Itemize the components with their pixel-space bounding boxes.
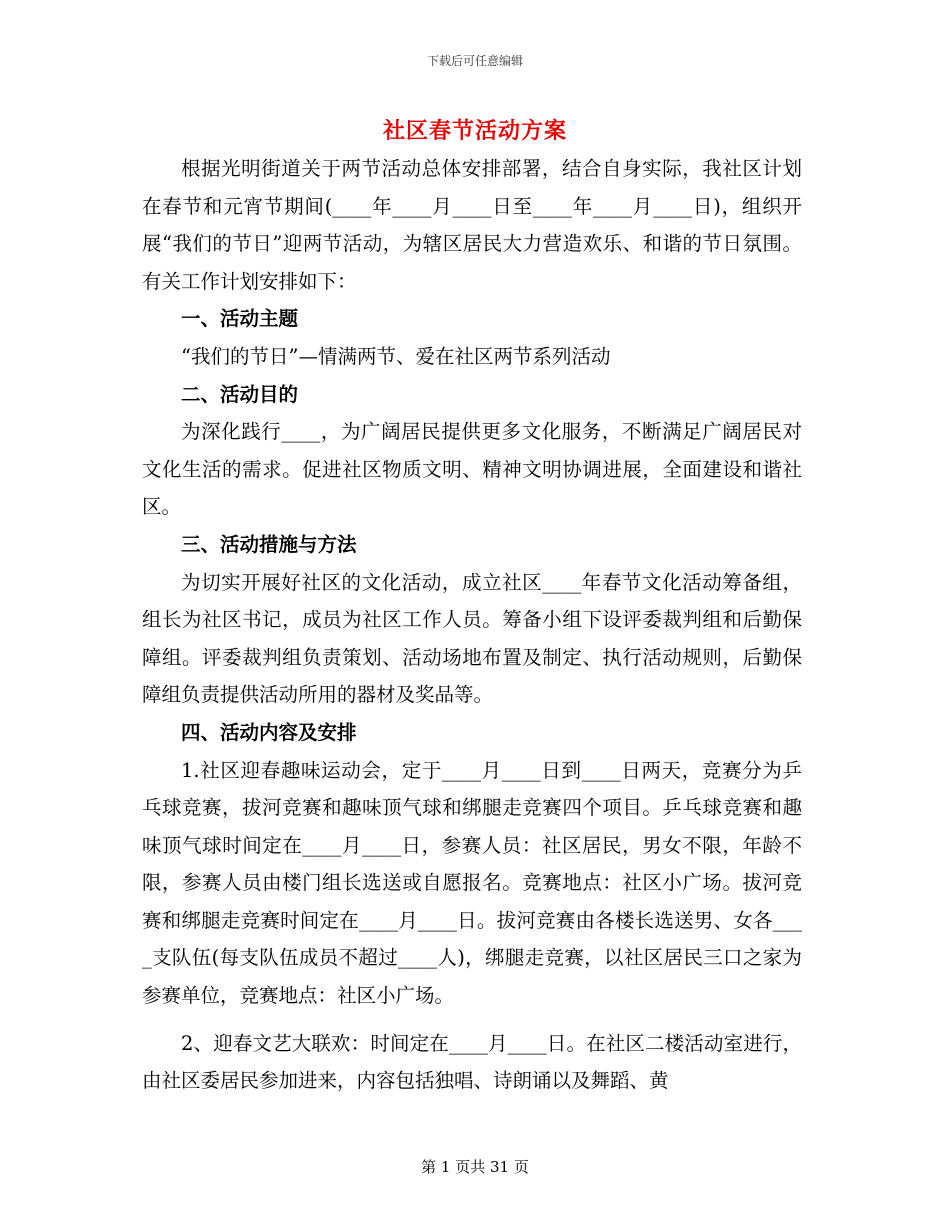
document-body: [142, 150, 802, 1100]
page-number: 第 1 页共 31 页: [421, 1158, 529, 1176]
paragraph-measures: 为切实开展好社区的文化活动，成立社区____年春节文化活动筹备组，组长为社区书记，成员为社区工作人员。筹备小组下设评委裁判组和后勤保障组。评委裁判组负责策划、活动场地布置及制定、执行活动规则，后勤保障组负责提供活动所用的器材及奖品等。: [142, 570, 802, 707]
paragraph-intro: 根据光明街道关于两节活动总体安排部署，结合自身实际，我社区计划在春节和元宵节期间(____年____月____日至____年____月____日)，组织开展“我们的节日”迎两节活动，为辖区居民大力营造欢乐、和谐的节日氛围。有关工作计划安排如下：: [142, 157, 802, 293]
paragraph-item-2: 2、迎春文艺大联欢：时间定在____月____日。在社区二楼活动室进行，由社区委居民参加进来，内容包括独唱、诗朗诵以及舞蹈、黄: [142, 1031, 802, 1093]
paragraph-theme: “我们的节日”—情满两节、爱在社区两节系列活动: [181, 344, 611, 368]
heading-activity-theme: 一、活动主题: [181, 307, 299, 331]
document-title: 社区春节活动方案: [382, 118, 567, 144]
page-header: 下载后可任意编辑: [426, 54, 523, 68]
paragraph-item-1: 1.社区迎春趣味运动会，定于____月____日到____日两天，竞赛分为乒乓球竞赛，拔河竞赛和趣味顶气球和绑腿走竞赛四个项目。乒乓球竞赛和趣味顶气球时间定在____月____日，参赛人员：社区居民，男女不限，年龄不限，参赛人员由楼门组长选送或自愿报名。竞赛地点：社区小广场。拔河竞赛和绑腿走竞赛时间定在____月____日。拔河竞赛由各楼长选送男、女各____支队伍(每支队伍成员不超过____人)，绑腿走竞赛，以社区居民三口之家为参赛单位，竞赛地点：社区小广场。: [142, 758, 802, 1008]
heading-activity-purpose: 二、活动目的: [181, 382, 299, 406]
paragraph-purpose: 为深化践行____，为广阔居民提供更多文化服务，不断满足广阔居民对文化生活的需求。促进社区物质文明、精神文明协调进展，全面建设和谐社区。: [142, 420, 802, 519]
heading-measures-methods: 三、活动措施与方法: [181, 532, 357, 556]
heading-content-arrangement: 四、活动内容及安排: [181, 720, 357, 744]
